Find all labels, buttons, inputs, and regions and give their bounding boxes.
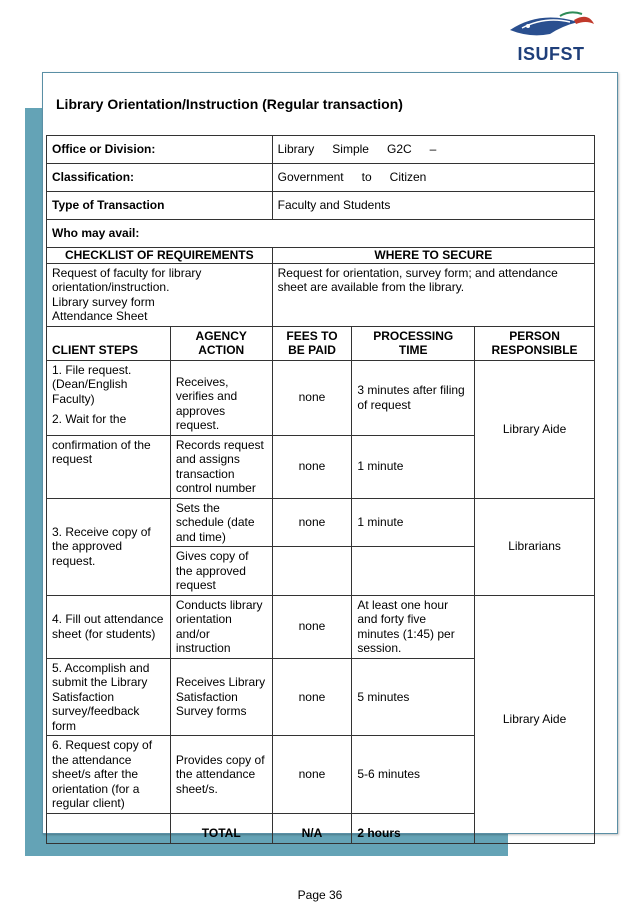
time-3: 1 minute	[352, 498, 475, 547]
fees-header: FEES TO BE PAID	[272, 326, 352, 360]
processing-time-header: PROCESSING TIME	[352, 326, 475, 360]
client-step-3: 3. Receive copy of the approved request.	[47, 498, 171, 595]
time-4	[352, 547, 475, 596]
agency-action-6: Receives Library Satisfaction Survey forms	[170, 658, 272, 736]
type-value: Faculty and Students	[272, 192, 594, 220]
agency-action-1: Receives, verifies and approves request.	[170, 360, 272, 435]
time-5: At least one hour and forty five minutes (1:45) per session.	[352, 595, 475, 658]
agency-action-header: AGENCY ACTION	[170, 326, 272, 360]
total-time: 2 hours	[352, 813, 475, 843]
total-fee: N/A	[272, 813, 352, 843]
agency-action-4: Gives copy of the approved request	[170, 547, 272, 596]
time-2: 1 minute	[352, 435, 475, 498]
where-to-secure-header: WHERE TO SECURE	[272, 248, 594, 264]
checklist-header: CHECKLIST OF REQUIREMENTS	[47, 248, 273, 264]
classification-label: Classification:	[47, 164, 273, 192]
person-responsible-header: PERSON RESPONSIBLE	[475, 326, 595, 360]
client-step-4: 4. Fill out attendance sheet (for students)	[47, 595, 171, 658]
agency-action-5: Conducts library orientation and/or instruction	[170, 595, 272, 658]
page-number: Page 36	[297, 888, 343, 902]
person-library-aide-1: Library Aide	[475, 360, 595, 498]
client-step-2: confirmation of the request	[47, 435, 171, 498]
agency-action-2: Records request and assigns transaction control number	[170, 435, 272, 498]
time-6: 5 minutes	[352, 658, 475, 736]
office-label: Office or Division:	[47, 136, 273, 164]
client-step-5: 5. Accomplish and submit the Library Satisfaction survey/feedback form	[47, 658, 171, 736]
where-to-secure-text: Request for orientation, survey form; and attendance sheet are available from the library.	[272, 263, 594, 326]
fee-7: none	[272, 736, 352, 814]
who-label: Who may avail:	[47, 220, 595, 248]
page-title: Library Orientation/Instruction (Regular transaction)	[56, 96, 403, 112]
classification-value: Government to Citizen	[272, 164, 594, 192]
fee-5: none	[272, 595, 352, 658]
fee-3: none	[272, 498, 352, 547]
fee-1: none	[272, 360, 352, 435]
logo-text: ISUFST	[517, 44, 585, 64]
time-1: 3 minutes after filing of request	[352, 360, 475, 435]
checklist-items: Request of faculty for library orientation/instruction. Library survey form Attendance Sheet	[47, 263, 273, 326]
fee-4	[272, 547, 352, 596]
total-spacer	[47, 813, 171, 843]
client-step-6: 6. Request copy of the attendance sheet/s after the orientation (for a regular client)	[47, 736, 171, 814]
total-label: TOTAL	[170, 813, 272, 843]
client-steps-header: CLIENT STEPS	[47, 326, 171, 360]
time-7: 5-6 minutes	[352, 736, 475, 814]
agency-action-7: Provides copy of the attendance sheet/s.	[170, 736, 272, 814]
person-librarians: Librarians	[475, 498, 595, 595]
type-label: Type of Transaction	[47, 192, 273, 220]
fee-2: none	[272, 435, 352, 498]
office-value: Library Simple G2C –	[272, 136, 594, 164]
agency-action-3: Sets the schedule (date and time)	[170, 498, 272, 547]
fee-6: none	[272, 658, 352, 736]
service-table	[46, 135, 595, 844]
person-library-aide-2: Library Aide	[475, 595, 595, 843]
client-step-1: 1. File request. (Dean/English Faculty) 2. Wait for the	[47, 360, 171, 435]
